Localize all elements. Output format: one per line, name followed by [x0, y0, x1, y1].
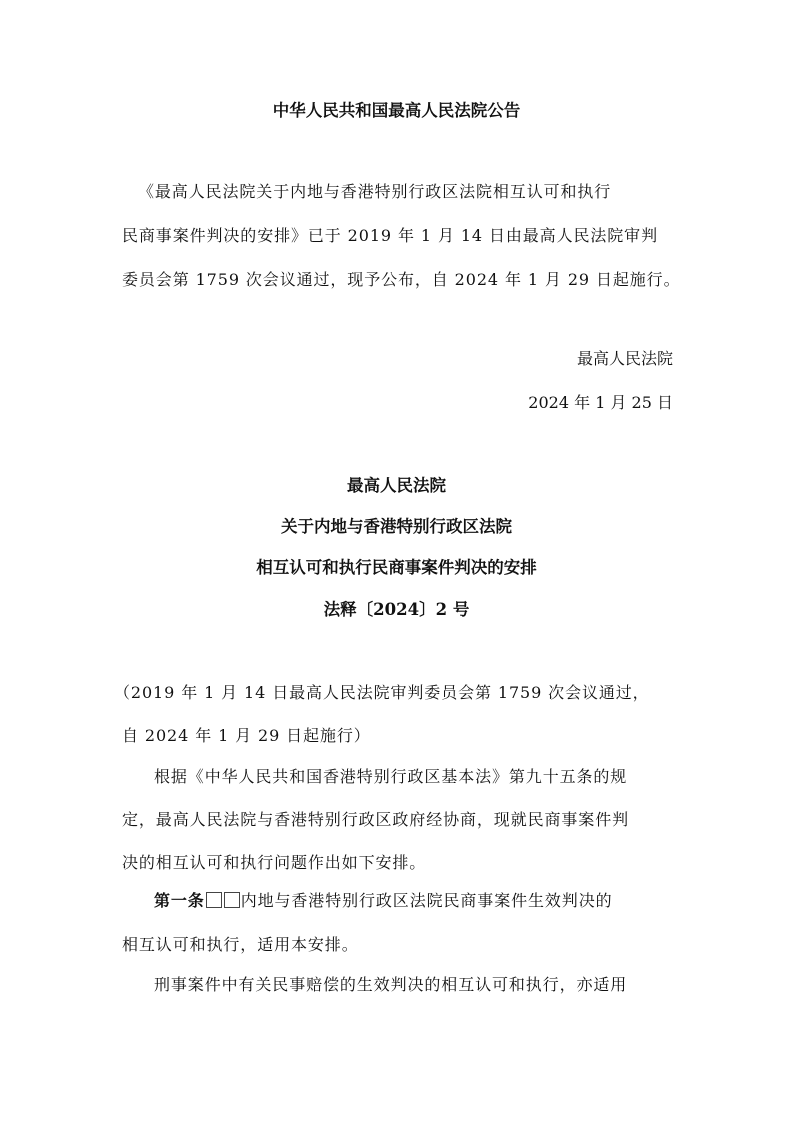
announcement-body-line-3: 委员会第 1759 次会议通过，现予公布，自 2024 年 1 月 29 日起施行。 [122, 270, 681, 289]
announcement-signature: 最高人民法院 [576, 349, 673, 368]
announcement-body-line-2: 民商事案件判决的安排》已于 2019 年 1 月 14 日由最高人民法院审判 [122, 226, 658, 245]
preamble-line-1: 根据《中华人民共和国香港特别行政区基本法》第九十五条的规 [154, 767, 628, 786]
placeholder-box [224, 892, 240, 908]
announcement-body-line-1: 《最高人民法院关于内地与香港特别行政区法院相互认可和执行 [138, 182, 612, 201]
article-1-label: 第一条 [154, 891, 205, 910]
arrangement-title-line-1: 最高人民法院 [347, 476, 446, 495]
adoption-note-line-1: （2019 年 1 月 14 日最高人民法院审判委员会第 1759 次会议通过， [114, 683, 650, 702]
preamble-line-2: 定，最高人民法院与香港特别行政区政府经协商，现就民商事案件判 [122, 810, 630, 829]
adoption-note-line-2: 自 2024 年 1 月 29 日起施行） [122, 726, 371, 745]
arrangement-doc-number: 法释〔2024〕2 号 [323, 600, 470, 619]
placeholder-box [206, 892, 222, 908]
paragraph-2-line-1: 刑事案件中有关民事赔偿的生效判决的相互认可和执行，亦适用 [154, 975, 628, 994]
preamble-line-3: 决的相互认可和执行问题作出如下安排。 [122, 853, 427, 872]
arrangement-title-line-2: 关于内地与香港特别行政区法院 [281, 517, 512, 536]
announcement-title: 中华人民共和国最高人民法院公告 [272, 101, 521, 120]
article-1-text: 内地与香港特别行政区法院民商事案件生效判决的 [240, 891, 613, 910]
arrangement-title-line-3: 相互认可和执行民商事案件判决的安排 [256, 558, 537, 577]
article-1-line-1 [154, 891, 707, 911]
article-1-line-2: 相互认可和执行，适用本安排。 [122, 935, 359, 954]
announcement-date: 2024 年 1 月 25 日 [528, 393, 673, 412]
